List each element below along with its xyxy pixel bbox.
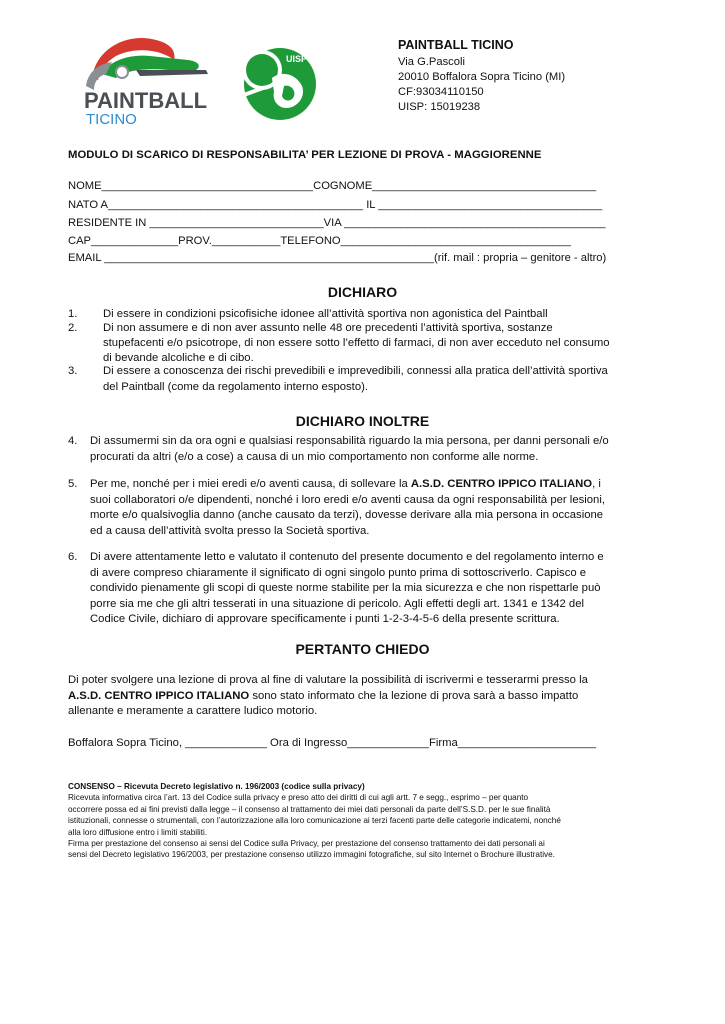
item-number: 4. (68, 435, 78, 447)
form-line-birth[interactable]: NATO A_________________________________________ IL ____________________________________ (68, 199, 603, 211)
item-text (90, 477, 601, 492)
item-text: Di assumermi sin da ora ogni e qualsiasi responsabilità riguardo la mia persona, per danni personali e/o (90, 435, 609, 447)
association-name: A.S.D. CENTRO IPPICO ITALIANO (410, 478, 593, 490)
organization-city: 20010 Boffalora Sopra Ticino (MI) (398, 71, 566, 83)
request-line: allenante e meramente a carattere ludico motorio. (68, 705, 318, 717)
signature-line[interactable]: Boffalora Sopra Ticino, _____________ Ora di Ingresso_____________Firma______________________ (68, 737, 597, 749)
item-text: Di avere attentamente letto e valutato il contenuto del presente documento e del regolamento interno e (90, 551, 604, 563)
privacy-consent (68, 781, 660, 861)
organization-cf: CF:93034110150 (398, 86, 484, 98)
item-text: Di non assumere e di non aver assunto nelle 48 ore precedenti l’attività sportiva, sostanze (103, 322, 553, 334)
declaration-item (68, 307, 648, 322)
uisp-wordmark: UISP (286, 54, 308, 64)
item-text: porre sia me che gli altri tesserati in una situazione di pericolo. Agli effetti degli art. 1341 e 1342 del (90, 597, 585, 610)
privacy-line: occorrere possa ed ai fini previsti dalla legge – il consenso al trattamento dei miei dati personali da parte dell’S.S.D. per le sue finalità (68, 804, 551, 814)
item-number: 1. (68, 308, 78, 320)
item-number: 3. (68, 365, 78, 377)
declaration-item (68, 550, 648, 630)
section-heading-pertanto-chiedo: PERTANTO CHIEDO (295, 641, 430, 657)
item-text: del Paintball (come da regolamento interno esposto). (103, 381, 369, 393)
form-line-name[interactable]: NOME__________________________________COGNOME____________________________________ (68, 180, 597, 192)
item-text: Di essere a conoscenza dei rischi prevedibili e imprevedibili, connessi alla pratica dell’attività sportiva (103, 365, 608, 377)
organization-uisp: UISP: 15019238 (398, 101, 481, 113)
item-number: 2. (68, 322, 78, 334)
privacy-title: CONSENSO – Ricevuta Decreto legislativo n. 196/2003 (codice sulla privacy) (68, 782, 365, 791)
form-line-email[interactable]: EMAIL _____________________________________________________(rif. mail : propria – genitore - altro) (68, 252, 607, 264)
ticino-wordmark: TICINO (86, 111, 137, 128)
privacy-line: Firma per prestazione del consenso ai sensi del Codice sulla Privacy, per prestazione del consenso trattamento dei dati personali ai (68, 839, 545, 849)
privacy-line: istituzionali, connesse o strumentali, con l’autorizzazione alla loro comunicazione ai terzi facenti parte delle categorie indicatemi, nonché (68, 816, 561, 826)
organization-header (398, 38, 565, 115)
paintball-wordmark: PAINTBALL (84, 88, 208, 113)
form-line-contact[interactable]: CAP______________PROV.___________TELEFONO_____________________________________ (68, 235, 571, 247)
item-number: 6. (68, 551, 78, 563)
declaration-item (68, 364, 648, 396)
item-text: di bevande alcoliche e di cibo. (103, 351, 254, 364)
form-line-residence[interactable]: RESIDENTE IN ____________________________VIA __________________________________________ (68, 217, 606, 229)
privacy-line: Ricevuta informativa circa l’art. 13 del Codice sulla privacy e preso atto dei diritti di cui agli artt. 7 e segg., esprimo – per quanto (68, 793, 529, 803)
privacy-line: sensi del Decreto legislativo 196/2003, per prestazione consenso utilizzo immagini fotografiche, sul sito Internet o Brochure illustrative. (68, 850, 555, 860)
declaration-item (68, 321, 648, 366)
item-text: stupefacenti e/o psicotrope, di non essere sotto l’effetto di farmaci, di non aver ecceduto nel consumo (103, 336, 610, 349)
item-text: Di essere in condizioni psicofisiche idonee all’attività sportiva non agonistica del Paintball (103, 308, 548, 320)
declaration-item (68, 434, 648, 466)
privacy-line: alla loro diffusione entro i limiti stabiliti. (68, 827, 208, 837)
uisp-logo (232, 40, 324, 122)
item-number: 5. (68, 478, 78, 490)
document-title: MODULO DI SCARICO DI RESPONSABILITA’ PER LEZIONE DI PROVA - MAGGIORENNE (68, 149, 542, 161)
request-paragraph (68, 673, 648, 720)
item-text: suoi collaboratori o/e dipendenti, nonché i loro eredi e/o aventi causa da ogni responsabilità per lesioni, (90, 493, 605, 506)
item-text: di avere compreso chiaramente il significato di ogni singolo punto prima di sottoscriverlo. Capisco e (90, 566, 587, 579)
paintball-ticino-logo (76, 26, 216, 128)
item-text: procurati da altri (e/o a cose) a causa di un mio comportamento non conforme alle norme. (90, 450, 539, 463)
request-line (68, 689, 648, 705)
section-heading-dichiaro-inoltre: DICHIARO INOLTRE (295, 413, 430, 429)
section-heading-dichiaro: DICHIARO (327, 284, 398, 300)
declaration-item (68, 477, 648, 541)
request-line: Di poter svolgere una lezione di prova al fine di valutare la possibilità di iscrivermi e tesserarmi presso la (68, 674, 588, 686)
item-text: condivido pienamente gli scopi di queste norme stabilite per la mia sicurezza e che non rispettarle può (90, 582, 601, 594)
item-text-pre: Per me, nonché per i miei eredi e/o aventi causa, di sollevare la (90, 478, 411, 490)
association-name: A.S.D. CENTRO IPPICO ITALIANO (68, 689, 250, 702)
item-text: Codice Civile, dichiaro di approvare specificamente i punti 1-2-3-4-5-6 della presente scrittura. (90, 613, 560, 625)
item-text: ed a causa dell’attività svolta presso la Società sportiva. (90, 524, 370, 537)
item-text-post: , i (592, 478, 601, 490)
organization-name: PAINTBALL TICINO (398, 38, 514, 52)
item-text: morte e/o qualsivoglia danno (anche causato da terzi), dovesse derivare alla mia persona in occasione (90, 509, 604, 521)
request-line-post: sono stato informato che la lezione di prova sarà a basso impatto (249, 689, 579, 702)
organization-street: Via G.Pascoli (398, 56, 465, 68)
